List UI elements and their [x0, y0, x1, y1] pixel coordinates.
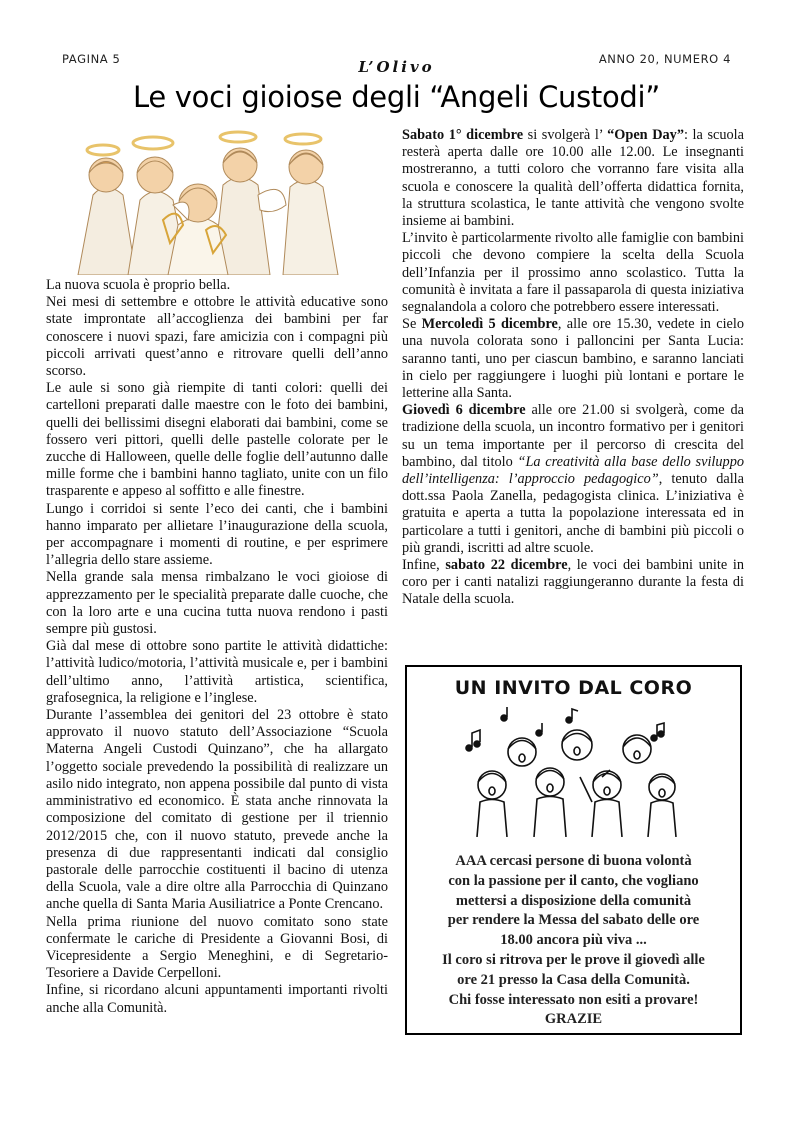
choir-text-line: GRAZIE	[544, 1011, 603, 1028]
talk-title: “La creatività alla base dello sviluppo dell’intelligenza: l’approccio pedagogico”	[402, 453, 744, 488]
choir-text-line: 18.00 ancora più viva ...	[500, 932, 647, 949]
choir-text-line: ore 21 presso la Casa della Comunità.	[457, 971, 690, 988]
article-headline: Le voci gioiose degli “Angeli Custodi”	[132, 80, 661, 114]
article-paragraph: Nei mesi di settembre e ottobre le attività educative sono state improntate all’accoglienza dei bambini per far conoscere i nuovi spazi, fare amicizia con i compagni più piccoli arrivati quest’anno e ritrovare quelli dell’anno scorso.	[46, 294, 388, 380]
masthead-title: L’Olivo	[358, 58, 435, 76]
christmas-paragraph: Infine, sabato 22 dicembre, le voci dei bambini unite in coro per i canti natalizi raggiungeranno durante la festa di Natale della scuola.	[402, 557, 744, 608]
article-paragraph: Durante l’assemblea dei genitori del 23 ottobre è stato approvato il nuovo statuto dell’Associazione “Scuola Materna Angeli Custodi Quinzano”, che ha allargato l’oggetto sociale prevedendo la possibilità di realizzare un asilo nido integrato, non appena possibile dal punto di vista amministrativo ed economico. È stata anche rinnovata la composizione del comitato di gestione per il triennio 2012/2015 che, con il nuovo statuto, prevede anche la presenza di due rappresentanti indicati dal consiglio pastorale delle parrocchie costituenti il bacino di utenza della Scuola, vale a dire oltre alla Parrocchia di Quinzano anche quella di Santa Maria Ausiliatrice a Ponte Crencano.	[46, 707, 388, 913]
event-date: Mercoledì 5 dicembre	[421, 316, 558, 333]
article-paragraph: Nella grande sala mensa rimbalzano le voci gioiose di apprezzamento per le specialità preparate dalle cuoche, che con la loro arte e una cucina tutta nuova rendono i pasti sempre più gustosi.	[46, 569, 388, 638]
choir-text-line: AAA cercasi persone di buona volontà	[455, 853, 692, 869]
article-paragraph: La nuova scuola è proprio bella.	[46, 277, 231, 293]
article-left-column	[46, 277, 388, 1017]
choir-text-line: Il coro si ritrova per le prove il giovedì alle	[442, 951, 705, 968]
event-date: Sabato 1° dicembre	[402, 127, 524, 143]
issue-label: ANNO 20, NUMERO 4	[598, 52, 731, 66]
article-paragraph: Infine, si ricordano alcuni appuntamenti importanti rivolti anche alla Comunità.	[46, 982, 388, 1016]
open-day-paragraph: Sabato 1° dicembre si svolgerà l’ “Open Day”: la scuola resterà aperta dalle ore 10.00 alle 12.00. Le insegnanti mostreranno, a tutti coloro che vorranno fare visita alla scuola e conoscere la qualità dell’offerta didattica fornita, la struttura scolastica, le tante attività che vengono svolte insieme ai bambini.	[402, 127, 744, 230]
choir-invitation-text	[413, 852, 734, 1030]
article-paragraph: Lungo i corridoi si sente l’eco dei canti, che i bambini hanno imparato per allietare l’inaugurazione della scuola, per accompagnare i momenti di routine, e per esprimere l’allegria dello stare assieme.	[46, 500, 388, 569]
parents-meeting-paragraph: Giovedì 6 dicembre alle ore 21.00 si svolgerà, come da tradizione della scuola, un incontro formativo per i genitori su un tema importante per il percorso di crescita del bambino, dal titolo “La creatività alla base dello sviluppo dell’intelligenza: l’approccio pedagogico”, tenuto dalla dott.ssa Paola Zanella, pedagogista clinica. L’iniziativa è gratuita e aperta a tutta la popolazione interessata ed in particolare a tutti i genitori, anche di bambini più piccoli o più grandi, iscritti ad altre scuole.	[402, 402, 744, 556]
choir-text-line: con la passione per il canto, che vogliano	[448, 872, 699, 889]
article-paragraph: Nella prima riunione del nuovo comitato sono state confermate le cariche di Presidente a Giovanni Bosi, di Vicepresidente a Sergio Meneghini, e di Segretario-Tesoriere a Davide Cerpelloni.	[46, 913, 388, 982]
event-date: sabato 22 dicembre	[445, 557, 568, 574]
article-paragraph: Le aule si sono già riempite di tanti colori: quelli dei cartelloni preparati dalle maestre con le foto dei bambini, quelli dei bellissimi disegni elaborati dai bambini, come se fossero veri pittori, quelli delle pastelle colorate per le zucche di Halloween, quelle delle foglie dell’autunno dalle mille forme che i bambini hanno tagliato, unite con un filo trasparente e appeso al soffitto e alle finestre.	[46, 380, 388, 500]
choir-invitation-box	[405, 665, 742, 1035]
choir-text-line: Chi fosse interessato non esiti a provare!	[448, 991, 699, 1008]
singing-angels-illustration	[58, 125, 378, 275]
choir-text-line: mettersi a disposizione della comunità	[455, 892, 692, 909]
children-choir-illustration	[462, 707, 692, 837]
santa-lucia-paragraph: Se Mercoledì 5 dicembre, alle ore 15.30, vedete in cielo una nuvola colorata sono i palloncini per Santa Lucia: saranno tanti, uno per ciascun bambino, e saranno lanciati in cielo per raggiungere i luoghi più lontani e portare le letterine alla Santa.	[402, 316, 745, 402]
event-date: Giovedì 6 dicembre	[402, 402, 526, 419]
choir-text-line: per rendere la Messa del sabato delle ore	[447, 912, 700, 929]
event-name: “Open Day”	[607, 127, 684, 143]
article-paragraph: Già dal mese di ottobre sono partite le attività didattiche: l’attività ludico/motoria, l’attività musicale e, per i bambini dell’ultimo anno, l’attività artistica, scientifica, grafosegnica, la religione e l’inglese.	[46, 638, 388, 706]
invitation-paragraph: L’invito è particolarmente rivolto alle famiglie con bambini piccoli che devono compiere la scelta della Scuola dell’Infanzia per il prossimo anno scolastico. Tutta la comunità è invitata a fare il passaparola di questa iniziativa segnalandola a coloro che potrebbero essere interessati.	[402, 230, 744, 316]
choir-box-title: UN INVITO DAL CORO	[454, 677, 693, 699]
article-right-column	[402, 127, 744, 609]
page-number-label: PAGINA 5	[62, 52, 121, 66]
